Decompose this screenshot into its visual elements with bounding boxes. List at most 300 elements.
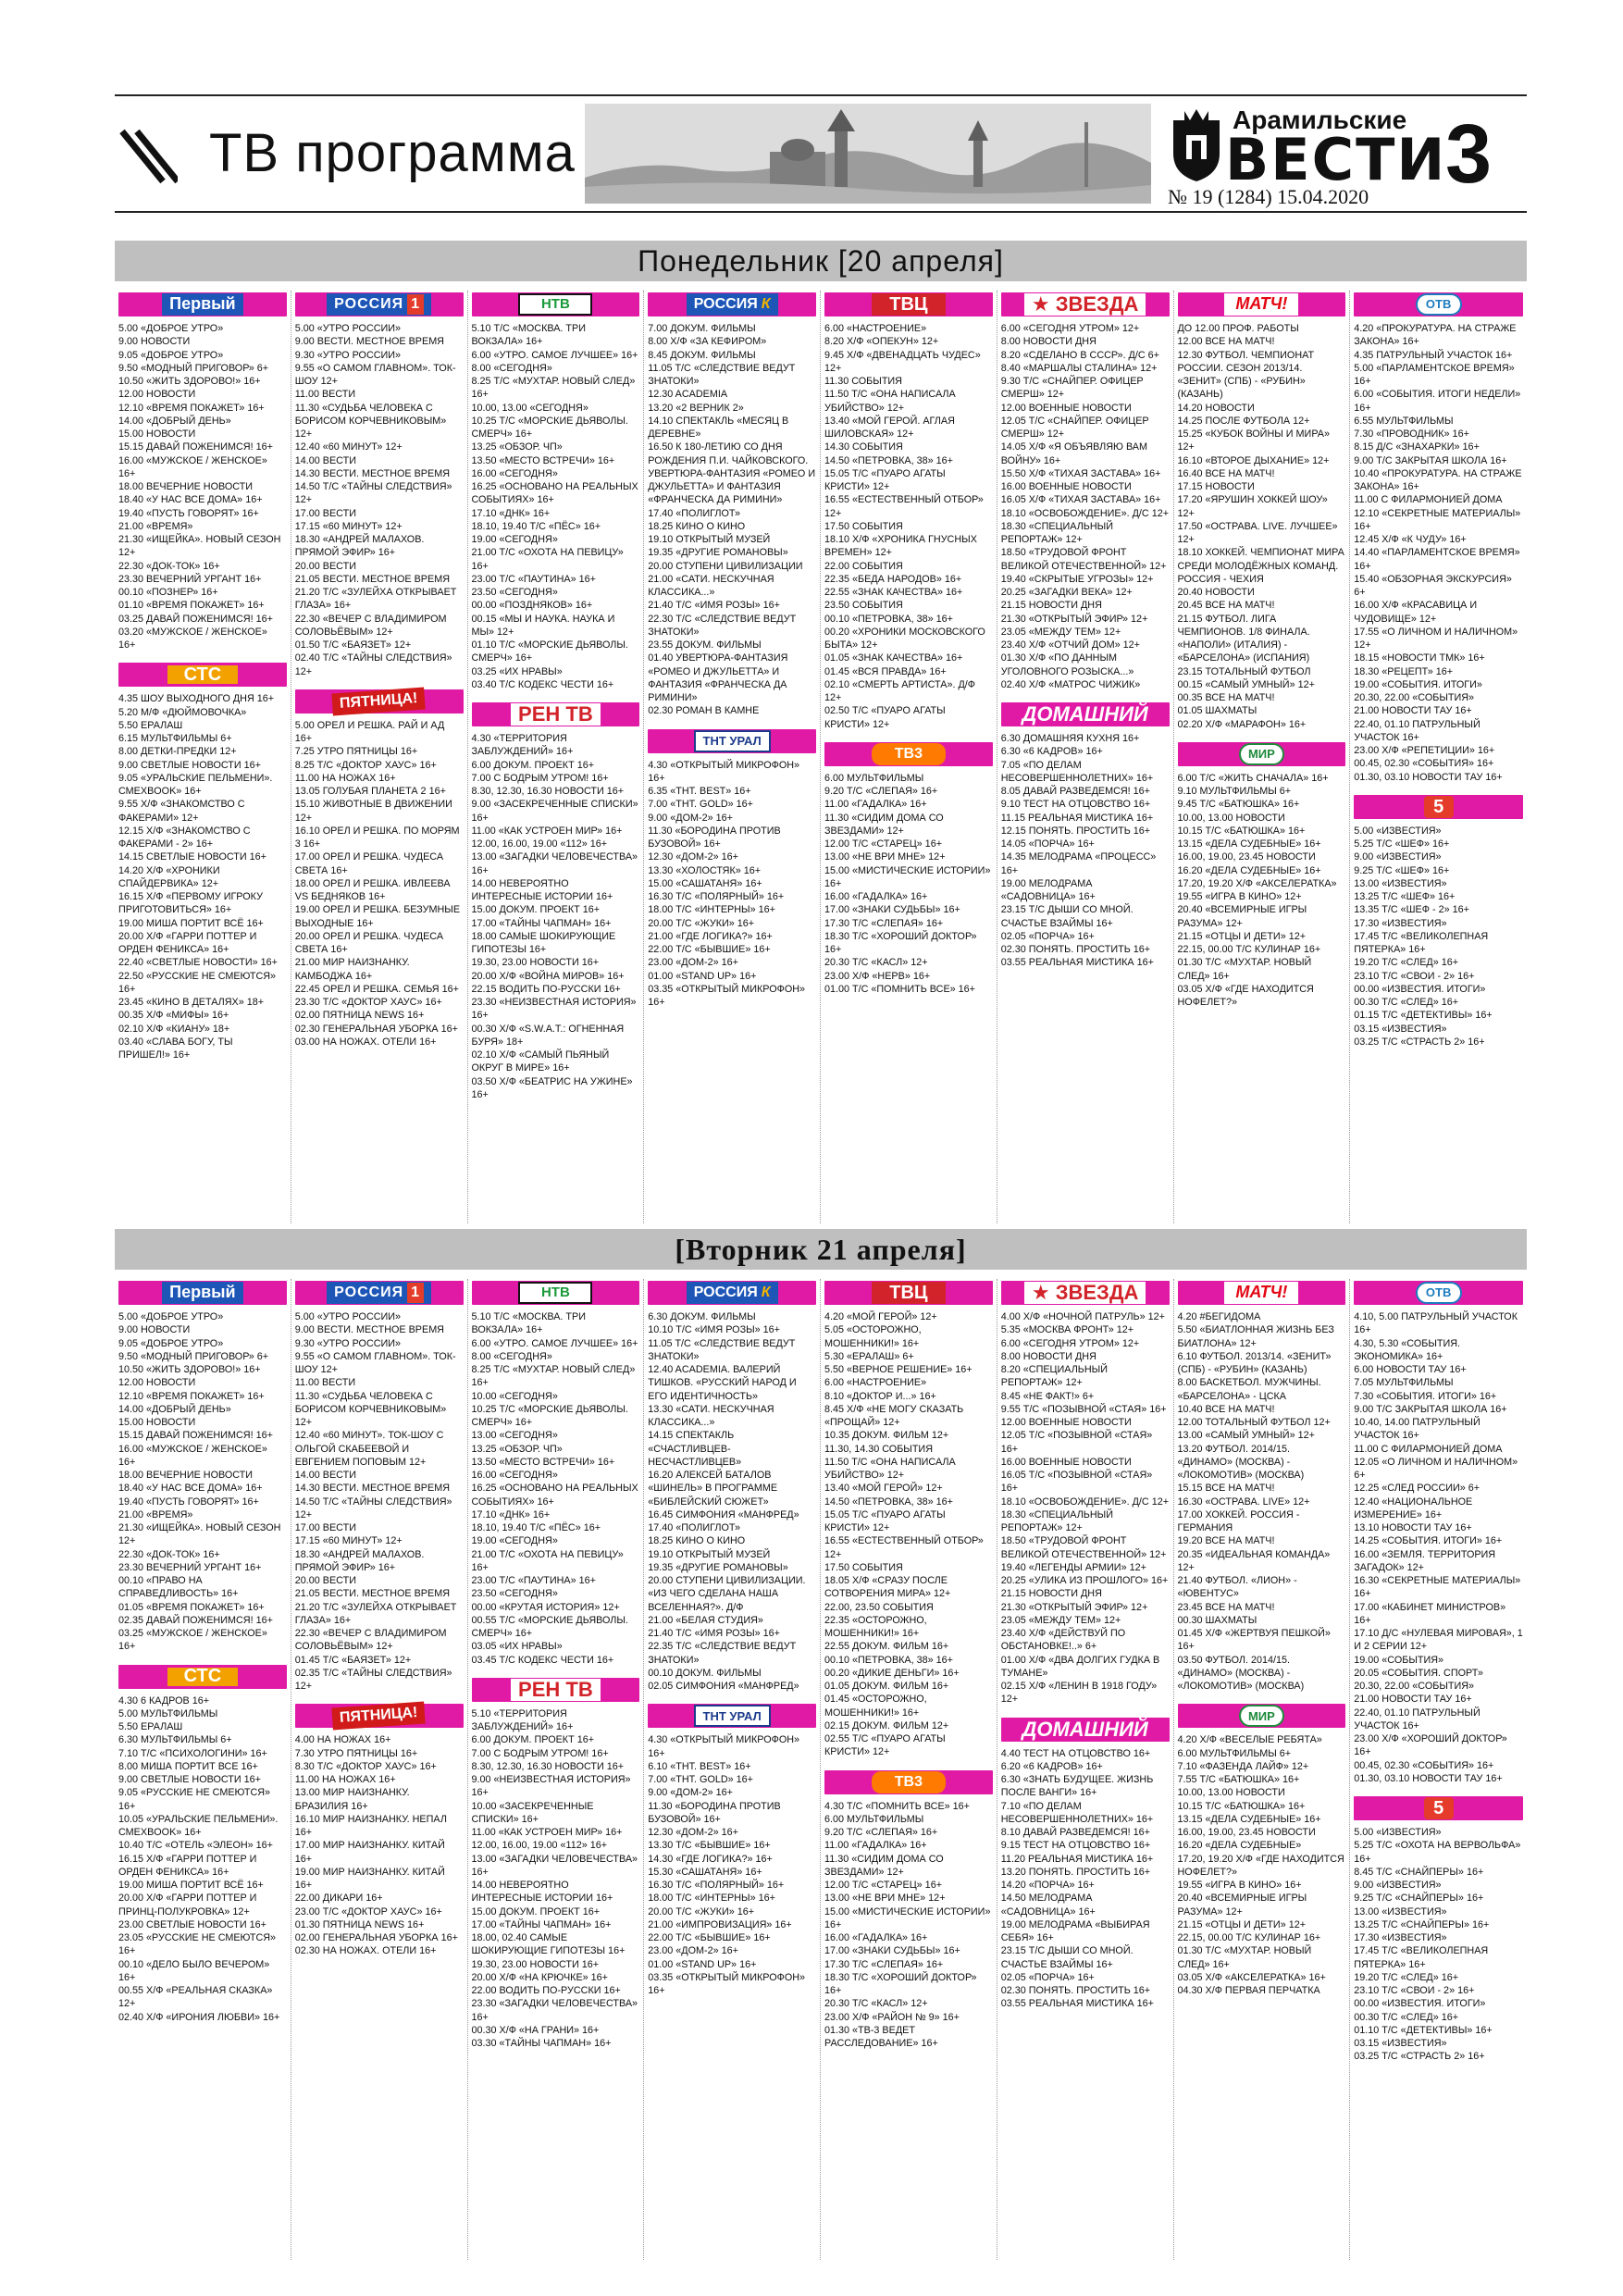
channel-logo-text: РОССИЯ [334, 1285, 404, 1301]
program-item: 00.55 Т/С «МОРСКИЕ ДЬЯВОЛЫ. СМЕРЧ» 16+ [471, 1614, 628, 1639]
channel-logo [162, 293, 242, 316]
schedule-column [291, 1279, 468, 2260]
program-item: 03.40 Т/С КОДЕКС ЧЕСТИ 16+ [471, 678, 614, 690]
program-item: 14.00 «ДОБРЫЙ ДЕНЬ» [118, 415, 231, 427]
program-item: 6.00 «СЕГОДНЯ УТРОМ» 12+ [1000, 323, 1140, 334]
channel-logo-text: ОТВ [1425, 297, 1452, 312]
issue-info: № 19 (1284) 15.04.2020 [1168, 185, 1369, 208]
program-item: 15.15 ВСЕ НА МАТЧ! [1177, 1483, 1275, 1495]
program-item: 01.30 «ТВ-3 ВЕДЕТ РАССЛЕДОВАНИЕ» 16+ [824, 2024, 938, 2049]
channel-logo [1014, 1719, 1155, 1741]
program-item: 12.00 ВОЕННЫЕ НОВОСТИ [1000, 402, 1132, 414]
program-list [1001, 1747, 1170, 2011]
program-item: 4.30 «ОТКРЫТЫЙ МИКРОФОН» 16+ [648, 759, 800, 784]
program-item: 8.30, 12.30, 16.30 НОВОСТИ 16+ [471, 786, 625, 797]
channel-logo [166, 664, 240, 686]
channel-logo [518, 1282, 592, 1304]
program-item: 14.15 СПЕКТАКЛЬ «СЧАСТЛИВЦЕВ-НЕСЧАСТЛИВЦЕВ» [648, 1430, 742, 1468]
program-item: 19.40 «СКРЫТЫЕ УГРОЗЫ» 12+ [1000, 573, 1154, 585]
coat-of-arms-icon [1168, 107, 1225, 183]
channel-logo-text: НТВ [540, 296, 570, 313]
program-item: 14.25 ПОСЛЕ ФУТБОЛА 12+ [1177, 415, 1310, 427]
program-item: 23.00 Т/С «ДОКТОР ХАУС» 16+ [294, 1905, 442, 1917]
program-item: 5.50 «ВЕРНОЕ РЕШЕНИЕ» 16+ [824, 1364, 973, 1375]
program-item: 14.00 НЕВЕРОЯТНО ИНТЕРЕСНЫЕ ИСТОРИИ 16+ [471, 877, 613, 902]
program-item: 22.30 «ДОК-ТОК» 16+ [118, 560, 220, 572]
program-item: 5.00 «ДОБРОЕ УТРО» [118, 323, 224, 334]
program-item: 13.05 ГОЛУБАЯ ПЛАНЕТА 2 16+ [294, 786, 446, 797]
program-item: 18.25 КИНО О КИНО [648, 1535, 746, 1547]
program-item: 5.00 «ИЗВЕСТИЯ» [1354, 1827, 1442, 1838]
program-item: 00.45, 02.30 «СОБЫТИЯ» 16+ [1354, 758, 1494, 770]
program-item: 18.50 «ТРУДОВОЙ ФРОНТ ВЕЛИКОЙ ОТЕЧЕСТВЕННОЙ» 12+ [1000, 547, 1167, 572]
program-item: 22.30 «ДОК-ТОК» 16+ [118, 1548, 220, 1560]
program-item: 19.40 «ПУСТЬ ГОВОРЯТ» 16+ [118, 507, 259, 519]
program-item: 19.00 МИША ПОРТИТ ВСЁ 16+ [118, 1880, 264, 1891]
program-item: 14.00 «ДОБРЫЙ ДЕНЬ» [118, 1403, 231, 1415]
channel-gap [1178, 731, 1346, 740]
program-item: 11.30 СОБЫТИЯ [824, 376, 902, 387]
program-item: 16.10 МИР НАИЗНАНКУ. НЕПАЛ 16+ [294, 1813, 447, 1838]
program-item: 03.55 РЕАЛЬНАЯ МИСТИКА 16+ [1000, 957, 1154, 969]
program-item: 14.50 «ПЕТРОВКА, 38» 16+ [824, 454, 953, 466]
program-item: 01.45 Х/Ф «ЖЕРТВУЯ ПЕШКОЙ» 16+ [1177, 1628, 1331, 1653]
channel-header [648, 1704, 816, 1728]
channel-logo [1024, 1282, 1146, 1304]
program-item: 10.00, 13.00 НОВОСТИ [1177, 1787, 1285, 1799]
program-list [1178, 772, 1346, 1010]
channel-header [118, 663, 287, 687]
schedule-column [821, 1279, 997, 2260]
program-item: 9.25 Т/С «СНАЙПЕРЫ» 16+ [1354, 1893, 1484, 1905]
program-item: 02.05 «ПОРЧА» 16+ [1000, 1971, 1095, 1983]
program-item: 13.25 «ОБЗОР. ЧП» [471, 441, 563, 453]
program-item: 00.55 Х/Ф «РЕАЛЬНАЯ СКАЗКА» 12+ [118, 1985, 273, 2010]
program-item: 01.10 Т/С «ДЕТЕКТИВЫ» 16+ [1354, 2024, 1493, 2036]
program-item: 9.00 Т/С ЗАКРЫТАЯ ШКОЛА 16+ [1354, 1403, 1507, 1415]
program-item: 19.00 МЕЛОДРАМА «САДОВНИЦА» 16+ [1000, 877, 1096, 902]
program-item: 20.35 «ИДЕАЛЬНАЯ КОМАНДА» 12+ [1177, 1548, 1331, 1573]
program-item: 16.30 Т/С «ПОЛЯРНЫЙ» 16+ [648, 891, 785, 902]
channel-logo-text: МИР [1247, 747, 1275, 762]
program-item: 11.05 Т/С «СЛЕДСТВИЕ ВЕДУТ ЗНАТОКИ» [648, 362, 796, 387]
channel-header [472, 702, 640, 726]
program-item: 7.00 ДОКУМ. ФИЛЬМЫ [648, 323, 756, 334]
program-item: 21.20 Т/С «ЗУЛЕЙХА ОТКРЫВАЕТ ГЛАЗА» 16+ [294, 587, 457, 612]
program-item: 00.00 «КРУТАЯ ИСТОРИЯ» 12+ [471, 1601, 620, 1613]
program-item: 16.20 «ДЕЛА СУДЕБНЫЕ» 16+ [1177, 864, 1321, 876]
program-item: 23.45 ВСЕ НА МАТЧ! [1177, 1601, 1275, 1613]
program-item: 01.10 Т/С «МОРСКИЕ ДЬЯВОЛЫ. СМЕРЧ» 16+ [471, 639, 628, 664]
program-item: 4.00 Х/Ф «НОЧНОЙ ПАТРУЛЬ» 12+ [1000, 1311, 1165, 1322]
channel-logo [687, 293, 778, 316]
program-item: 20.25 «ЗАГАДКИ ВЕКА» 12+ [1000, 587, 1133, 598]
channel-header [648, 292, 816, 316]
program-item: 21.20 Т/С «ЗУЛЕЙХА ОТКРЫВАЕТ ГЛАЗА» 16+ [294, 1601, 457, 1626]
program-item: 11.50 Т/С «ОНА НАПИСАЛА УБИЙСТВО» 12+ [824, 1456, 956, 1481]
channel-gap [472, 691, 640, 701]
program-item: 17.30 «ИЗВЕСТИЯ» [1354, 917, 1447, 929]
program-item: 4.30 «ОТКРЫТЫЙ МИКРОФОН» 16+ [648, 1734, 800, 1759]
program-item: 22.00 ДИКАРИ 16+ [294, 1893, 383, 1905]
program-item: 02.55 Т/С «ПУАРО АГАТЫ КРИСТИ» 12+ [824, 1733, 946, 1758]
program-item: 21.00 НОВОСТИ ТАУ 16+ [1354, 705, 1472, 717]
program-item: 20.00 Х/Ф «ГАРРИ ПОТТЕР И ОРДЕН ФЕНИКСА» 16+ [118, 930, 257, 955]
program-item: 03.25 Т/С «СТРАСТЬ 2» 16+ [1354, 2051, 1485, 2063]
program-item: 03.25 «ИХ НРАВЫ» [471, 665, 563, 677]
program-item: 23.00 Т/С «ПАУТИНА» 16+ [471, 1575, 596, 1586]
program-item: 20.00 Х/Ф «ВОЙНА МИРОВ» 16+ [471, 970, 625, 982]
program-list [824, 322, 993, 731]
channel-logo-text: РЕН ТВ [518, 702, 593, 726]
program-item: 10.25 Т/С «МОРСКИЕ ДЬЯВОЛЫ. СМЕРЧ» 16+ [471, 1403, 628, 1428]
program-item: 23.30 ВЕЧЕРНИЙ УРГАНТ 16+ [118, 1561, 262, 1573]
channel-header [1354, 1281, 1523, 1305]
program-item: 03.25 ДАВАЙ ПОЖЕНИМСЯ! 16+ [118, 613, 273, 625]
channel-logo-text: ТВЦ [889, 293, 928, 315]
program-list [118, 1310, 287, 1654]
channel-logo-text: ОТВ [1425, 1285, 1452, 1300]
program-item: 23.15 Т/С ДЫШИ СО МНОЙ. СЧАСТЬЕ ВЗАЙМЫ 16+ [1000, 1945, 1134, 1970]
program-item: 19.55 «ИГРА В КИНО» 16+ [1177, 1880, 1302, 1891]
program-item: 11.00 ВЕСТИ [294, 389, 356, 401]
header-rule-bottom [115, 211, 1527, 213]
program-item: 22.55 «ЗНАК КАЧЕСТВА» 16+ [824, 587, 963, 598]
program-item: 17.30 Т/С «СЛЕПАЯ» 16+ [824, 917, 944, 929]
program-item: 13.15 «ДЕЛА СУДЕБНЫЕ» 16+ [1177, 1813, 1321, 1825]
program-item: 21.30 «ОТКРЫТЫЙ ЭФИР» 12+ [1000, 613, 1148, 625]
program-item: 17.15 НОВОСТИ [1177, 481, 1255, 492]
channel-gap [295, 1693, 464, 1702]
program-item: 03.05 Х/Ф «АКСЕЛЕРАТКА» 16+ [1177, 1971, 1326, 1983]
program-item: 10.35 ДОКУМ. ФИЛЬМ 12+ [824, 1430, 949, 1442]
program-item: 13.25 Т/С «СНАЙПЕРЫ» 16+ [1354, 1918, 1490, 1930]
program-item: 6.20 «6 КАДРОВ» 16+ [1000, 1760, 1103, 1772]
channel-logo-text: СТС [183, 664, 222, 686]
channel-logo [694, 1705, 771, 1727]
program-item: 8.20 «СПЕЦИАЛЬНЫЙ РЕПОРТАЖ» 12+ [1000, 1364, 1108, 1389]
program-list [824, 1310, 993, 1759]
channel-logo [511, 703, 601, 726]
program-list [1178, 1310, 1346, 1693]
program-list [1178, 1733, 1346, 1997]
program-item: 5.30 «ЕРАЛАШ» 6+ [824, 1350, 914, 1362]
program-item: 11.15 РЕАЛЬНАЯ МИСТИКА 16+ [1000, 812, 1154, 824]
program-item: 00.10 «ПЕТРОВКА, 38» 16+ [824, 613, 953, 625]
program-item: 16.30 «ОСТРАВА. LIVE» 12+ [1177, 1496, 1310, 1508]
program-item: 6.00 ДОКУМ. ПРОЕКТ 16+ [471, 759, 595, 771]
program-item: 19.10 ОТКРЫТЫЙ МУЗЕЙ [648, 534, 771, 545]
program-item: 19.55 «ИГРА В КИНО» 12+ [1177, 891, 1302, 902]
program-item: 23.10 Т/С «СВОИ - 2» 16+ [1354, 1985, 1475, 1996]
program-item: 11.00 НА НОЖАХ 16+ [294, 1774, 396, 1785]
program-item: 7.00 С БОДРЫМ УТРОМ! 16+ [471, 772, 609, 784]
program-item: 13.25 «ОБЗОР. ЧП» [471, 1443, 563, 1455]
program-item: 8.00 МИША ПОРТИТ ВСЕ 16+ [118, 1760, 258, 1772]
channel-logo [1424, 796, 1454, 818]
program-item: 16.15 Х/Ф «ГАРРИ ПОТТЕР И ОРДЕН ФЕНИКСА» 16+ [118, 1853, 257, 1878]
program-item: 15.05 Т/С «ПУАРО АГАТЫ КРИСТИ» 12+ [824, 1508, 946, 1533]
channel-logo [1239, 1705, 1284, 1727]
channel-header [295, 1281, 464, 1305]
program-list [472, 1310, 640, 1667]
program-item: 7.00 «ТНТ. GOLD» 16+ [648, 799, 753, 811]
program-item: 00.10 ДОКУМ. ФИЛЬМЫ [648, 1667, 762, 1679]
program-item: 15.15 ДАВАЙ ПОЖЕНИМСЯ! 16+ [118, 441, 273, 453]
program-item: 22.15, 00.00 Т/С КУЛИНАР 16+ [1177, 1932, 1321, 1943]
channel-gap [824, 1759, 993, 1769]
program-item: 9.05 «ДОБРОЕ УТРО» [118, 1337, 224, 1349]
channel-logo [511, 1679, 601, 1701]
program-item: 5.00 «УТРО РОССИИ» [294, 323, 402, 334]
program-item: 12.45 Х/Ф «К ЧУДУ» 16+ [1354, 534, 1467, 545]
program-item: 8.10 ДАВАЙ РАЗВЕДЕМСЯ! 16+ [1000, 1827, 1150, 1838]
program-item: 14.30 «ГДЕ ЛОГИКА?» 16+ [648, 1853, 773, 1865]
program-item: 10.40 Т/С «ОТЕЛЬ «ЭЛЕОН» 16+ [118, 1840, 273, 1852]
program-item: 6.00 «УТРО. САМОЕ ЛУЧШЕЕ» 16+ [471, 1337, 638, 1349]
program-item: 14.20 Х/Ф «ХРОНИКИ СПАЙДЕРВИКА» 12+ [118, 864, 220, 889]
program-item: 8.25 Т/С «ДОКТОР ХАУС» 16+ [294, 759, 437, 771]
program-item: 9.20 Т/С «СЛЕПАЯ» 16+ [824, 786, 938, 797]
program-item: 23.00 Х/Ф «РАЙОН № 9» 16+ [824, 2011, 960, 2023]
program-item: 21.00 «САТИ. НЕСКУЧНАЯ КЛАССИКА...» [648, 573, 774, 598]
program-item: 9.00 «ДОМ-2» 16+ [648, 812, 733, 824]
program-item: 01.00 Т/С «ПОМНИТЬ ВСЕ» 16+ [824, 983, 975, 995]
program-item: 12.15 Х/Ф «ЗНАКОМСТВО С ФАКЕРАМИ - 2» 16+ [118, 825, 251, 850]
schedule-column [468, 1279, 645, 2260]
channel-header [118, 292, 287, 316]
program-item: 10.40, 14.00 ПАТРУЛЬНЫЙ УЧАСТОК 16+ [1354, 1417, 1481, 1442]
program-item: 23.50 СОБЫТИЯ [824, 600, 903, 612]
channel-logo-mark: К [761, 1285, 771, 1301]
program-item: 00.30 ШАХМАТЫ [1177, 1614, 1258, 1626]
program-item: 00.10 «ПРАВО НА СПРАВЕДЛИВОСТЬ» 16+ [118, 1575, 239, 1600]
program-item: 22.40, 01.10 ПАТРУЛЬНЫЙ УЧАСТОК 16+ [1354, 718, 1481, 743]
program-item: 23.40 Х/Ф «ДЕЙСТВУЙ ПО ОБСТАНОВКЕ!..» 6+ [1000, 1628, 1126, 1653]
program-item: 9.00 Т/С ЗАКРЫТАЯ ШКОЛА 16+ [1354, 454, 1507, 466]
schedule-column [644, 291, 821, 1223]
program-item: 00.15 «САМЫЙ УМНЫЙ» 12+ [1177, 678, 1315, 690]
program-item: 14.20 «ПОРЧА» 16+ [1000, 1880, 1095, 1891]
program-item: 20.00 Т/С «ЖУКИ» 16+ [648, 917, 755, 929]
program-item: 4.20 «ПРОКУРАТУРА. НА СТРАЖЕ ЗАКОНА» 16+ [1354, 323, 1517, 348]
program-item: 16.25 «ОСНОВАНО НА РЕАЛЬНЫХ СОБЫТИЯХ» 16+ [471, 481, 638, 506]
program-item: 12.00 Т/С «СТАРЕЦ» 16+ [824, 838, 943, 850]
program-item: 18.30 «СПЕЦИАЛЬНЫЙ РЕПОРТАЖ» 12+ [1000, 520, 1114, 545]
program-item: 14.50 Т/С «ТАЙНЫ СЛЕДСТВИЯ» 12+ [294, 1496, 452, 1520]
schedule-grid-tuesday [115, 1279, 1527, 2260]
program-item: 6.10 ФУТБОЛ. 2013/14. «ЗЕНИТ» (СПБ) - «РУБИН» (КАЗАНЬ) [1177, 1350, 1332, 1375]
channel-logo-text: НТВ [540, 1285, 570, 1301]
program-item: 03.35 «ОТКРЫТЫЙ МИКРОФОН» 16+ [648, 1971, 806, 1996]
program-item: 4.30 Т/С «ПОМНИТЬ ВСЕ» 16+ [824, 1800, 970, 1812]
program-item: 00.35 ВСЕ НА МАТЧ! [1177, 692, 1275, 703]
program-item: 03.50 ФУТБОЛ. 2014/15. «ДИНАМО» (МОСКВА) - «ЛОКОМОТИВ» (МОСКВА) [1177, 1654, 1305, 1692]
program-item: 9.00 ВЕСТИ. МЕСТНОЕ ВРЕМЯ [294, 336, 444, 348]
program-item: 19.00 МЕЛОДРАМА «ВЫБИРАЯ СЕБЯ» 16+ [1000, 1918, 1150, 1943]
program-item: 20.30 Т/С «КАСЛ» 12+ [824, 957, 928, 969]
program-item: 22.00 ВОДИТЬ ПО-РУССКИ 16+ [471, 1985, 621, 1996]
program-item: 12.30 «ДОМ-2» 16+ [648, 1827, 738, 1838]
program-item: 8.00 НОВОСТИ ДНЯ [1000, 336, 1096, 348]
program-item: 12.05 Т/С «СНАЙПЕР. ОФИЦЕР СМЕРШ» 12+ [1000, 415, 1149, 440]
program-item: 16.05 Х/Ф «ТИХАЯ ЗАСТАВА» 16+ [1000, 494, 1161, 506]
program-item: 5.00 «ИЗВЕСТИЯ» [1354, 825, 1442, 837]
program-item: 5.05 «ОСТОРОЖНО, МОШЕННИКИ!» 16+ [824, 1324, 922, 1349]
program-item: 6.30 «ЗНАТЬ БУДУЩЕЕ. ЖИЗНЬ ПОСЛЕ ВАНГИ» 16+ [1000, 1774, 1154, 1799]
program-item: 12.30 ФУТБОЛ. ЧЕМПИОНАТ РОССИИ. СЕЗОН 2013/14. «ЗЕНИТ» (СПБ) - «РУБИН» (КАЗАНЬ) [1177, 349, 1315, 401]
program-item: 02.10 Х/Ф «КИАНУ» 18+ [118, 1023, 230, 1035]
page-number: 3 [1445, 108, 1493, 201]
channel-gap [1001, 691, 1170, 701]
channel-logo-text: СТС [183, 1666, 222, 1687]
program-item: 13.50 «МЕСТО ВСТРЕЧИ» 16+ [471, 454, 615, 466]
program-item: 18.10, 19.40 Т/С «ПЁС» 16+ [471, 520, 601, 532]
program-list [472, 1707, 640, 2051]
program-item: 23.55 ДОКУМ. ФИЛЬМЫ [648, 639, 762, 651]
program-item: 19.00 МИША ПОРТИТ ВСЁ 16+ [118, 917, 264, 929]
program-item: 9.00 «ЗАСЕКРЕЧЕННЫЕ СПИСКИ» 16+ [471, 799, 638, 824]
program-item: 20.45 ВСЕ НА МАТЧ! [1177, 600, 1275, 612]
program-item: 18.00 Т/С «ИНТЕРНЫ» 16+ [648, 904, 775, 916]
program-item: 16.05 Т/С «ПОЗЫВНОЙ «СТАЯ» 16+ [1000, 1470, 1153, 1495]
channel-logo-text: ДОМАШНИЙ [1022, 702, 1148, 726]
program-item: 15.00 «САШАТАНЯ» 16+ [648, 877, 762, 889]
program-item: 6.00 «УТРО. САМОЕ ЛУЧШЕЕ» 16+ [471, 349, 638, 361]
program-item: 18.00 Т/С «ИНТЕРНЫ» 16+ [648, 1893, 775, 1905]
program-item: 01.05 «ВРЕМЯ ПОКАЖЕТ» 16+ [118, 1601, 265, 1613]
channel-header [472, 292, 640, 316]
channel-logo [1424, 1797, 1454, 1819]
program-item: 23.30 ВЕЧЕРНИЙ УРГАНТ 16+ [118, 573, 262, 585]
program-item: 9.45 Х/Ф «ДВЕНАДЦАТЬ ЧУДЕС» 12+ [824, 349, 981, 374]
program-item: 14.30 СОБЫТИЯ [824, 441, 903, 453]
program-item: 12.00 ВОЕННЫЕ НОВОСТИ [1000, 1417, 1132, 1428]
program-list [1354, 1826, 1523, 2064]
channel-logo [872, 743, 946, 765]
program-item: 21.00 НОВОСТИ ТАУ 16+ [1354, 1694, 1472, 1706]
program-item: 20.00 ВЕСТИ [294, 1575, 356, 1586]
program-item: 12.40 «60 МИНУТ». ТОК-ШОУ С ОЛЬГОЙ СКАБЕЕВОЙ И ЕВГЕНИЕМ ПОПОВЫМ 12+ [294, 1430, 444, 1468]
program-list [824, 1800, 993, 2051]
program-item: 14.20 НОВОСТИ [1177, 402, 1255, 414]
program-item: 12.40 ACADEMIA. ВАЛЕРИЙ ТИШКОВ. «РУССКИЙ НАРОД И ЕГО ИДЕНТИЧНОСТЬ» [648, 1364, 797, 1402]
program-item: 23.00 СВЕТЛЫЕ НОВОСТИ 16+ [118, 1918, 266, 1930]
program-item: 03.30 «ТАЙНЫ ЧАПМАН» 16+ [471, 2038, 612, 2049]
program-list [1354, 1310, 1523, 1785]
schedule-column [821, 291, 997, 1223]
channel-logo [1224, 1282, 1298, 1304]
program-item: 15.00 НОВОСТИ [118, 1417, 196, 1428]
program-item: 17.00 ХОККЕЙ. РОССИЯ - ГЕРМАНИЯ [1177, 1508, 1300, 1533]
program-item: 01.45 Т/С «БАЯЗЕТ» 12+ [294, 1654, 412, 1666]
program-item: 12.40 «60 МИНУТ» 12+ [294, 441, 403, 453]
program-item: 18.10 «ОСВОБОЖДЕНИЕ». Д/С 12+ [1000, 507, 1170, 519]
program-item: 13.25 Т/С «ШЕФ» 16+ [1354, 891, 1456, 902]
program-list [118, 1694, 287, 2024]
channel-logo-mark: 1 [407, 294, 424, 314]
program-item: 10.00, 13.00 «СЕГОДНЯ» [471, 402, 588, 414]
program-item: 10.50 «ЖИТЬ ЗДОРОВО!» 16+ [118, 1364, 261, 1375]
program-item: 19.00 «СЕГОДНЯ» [471, 1535, 558, 1547]
program-item: 17.00 ОРЕЛ И РЕШКА. ЧУДЕСА СВЕТА 16+ [294, 851, 444, 876]
program-item: 01.00 Х/Ф «ДВА ДОЛГИХ ГУДКА В ТУМАНЕ» [1000, 1654, 1160, 1679]
program-list [118, 322, 287, 652]
schedule-column [115, 1279, 291, 2260]
program-item: 9.55 Х/Ф «ЗНАКОМСТВО С ФАКЕРАМИ» 12+ [118, 799, 245, 824]
channel-logo [332, 687, 427, 715]
program-item: 19.30, 23.00 НОВОСТИ 16+ [471, 1958, 600, 1970]
program-item: 12.00 ВСЕ НА МАТЧ! [1177, 336, 1275, 348]
program-item: 11.30 «СУДЬБА ЧЕЛОВЕКА С БОРИСОМ КОРЧЕВНИКОВЫМ» 12+ [294, 402, 447, 440]
program-item: 18.30 «СПЕЦИАЛЬНЫЙ РЕПОРТАЖ» 12+ [1000, 1508, 1114, 1533]
program-item: 17.00 «ЗНАКИ СУДЬБЫ» 16+ [824, 1945, 960, 1957]
newspaper-logo-top: Арамильские [1233, 105, 1407, 134]
program-item: 8.30 Т/С «ДОКТОР ХАУС» 16+ [294, 1760, 437, 1772]
program-item: 14.50 МЕЛОДРАМА «САДОВНИЦА» 16+ [1000, 1893, 1096, 1917]
channel-gap [1354, 784, 1523, 793]
program-item: 10.00 «СЕГОДНЯ» [471, 1390, 558, 1402]
program-item: 20.30 Т/С «КАСЛ» 12+ [824, 1998, 928, 2010]
channel-logo [332, 1702, 427, 1731]
program-item: 4.00 НА НОЖАХ 16+ [294, 1734, 391, 1746]
program-item: 02.05 «ПОРЧА» 16+ [1000, 930, 1095, 942]
channel-header [648, 1281, 816, 1305]
program-item: 13.30 Т/С «БЫВШИЕ» 16+ [648, 1840, 771, 1852]
program-item: 12.30 ACADEMIA [648, 389, 728, 401]
program-list [472, 322, 640, 691]
program-item: 6.00 МУЛЬТФИЛЬМЫ [824, 772, 924, 784]
program-item: 20.25 «УЛИКА ИЗ ПРОШЛОГО» 16+ [1000, 1575, 1169, 1586]
program-item: 02.05 СИМФОНИЯ «МАНФРЕД» [648, 1681, 799, 1692]
program-item: 11.30 «СИДИМ ДОМА СО ЗВЕЗДАМИ» 12+ [824, 1853, 944, 1878]
program-item: 20.00 ОРЕЛ И РЕШКА. ЧУДЕСА СВЕТА 16+ [294, 930, 444, 955]
program-item: 00.30 Х/Ф «S.W.A.T.: ОГНЕННАЯ БУРЯ» 18+ [471, 1023, 625, 1048]
program-item: 01.30, 03.10 НОВОСТИ ТАУ 16+ [1354, 1772, 1503, 1784]
program-item: 9.00 «ДОМ-2» 16+ [648, 1787, 733, 1799]
schedule-column [1174, 291, 1351, 1223]
day-banner-tuesday [115, 1229, 1527, 1270]
program-item: 21.00 «ГДЕ ЛОГИКА?» 16+ [648, 930, 773, 942]
program-item: 11.30 «БОРОДИНА ПРОТИВ БУЗОВОЙ» 16+ [648, 825, 781, 850]
program-list [472, 732, 640, 1101]
program-item: 02.35 ДАВАЙ ПОЖЕНИМСЯ! 16+ [118, 1614, 273, 1626]
program-item: 18.10 ХОККЕЙ. ЧЕМПИОНАТ МИРА СРЕДИ МОЛОДЁЖНЫХ КОМАНД. РОССИЯ - ЧЕХИЯ [1177, 547, 1344, 585]
program-item: 8.45 «НЕ ФАКТ!» 6+ [1000, 1390, 1095, 1402]
program-item: 01.30 ПЯТНИЦА NEWS 16+ [294, 1918, 425, 1930]
program-item: 17.45 Т/С «ВЕЛИКОЛЕПНАЯ ПЯТЕРКА» 16+ [1354, 1945, 1489, 1970]
program-item: 10.25 Т/С «МОРСКИЕ ДЬЯВОЛЫ. СМЕРЧ» 16+ [471, 415, 628, 440]
program-item: 7.05 МУЛЬТФИЛЬМЫ [1354, 1377, 1454, 1389]
program-item: 22.00 Т/С «БЫВШИЕ» 16+ [648, 1932, 771, 1943]
program-item: 19.40 «ПУСТЬ ГОВОРЯТ» 16+ [118, 1496, 259, 1508]
program-item: 03.35 «ОТКРЫТЫЙ МИКРОФОН» 16+ [648, 983, 806, 1008]
program-item: 6.00 НОВОСТИ ТАУ 16+ [1354, 1364, 1467, 1375]
program-item: 02.35 Т/С «ТАЙНЫ СЛЕДСТВИЯ» 12+ [294, 1667, 452, 1692]
program-item: 13.40 «МОЙ ГЕРОЙ. АГЛАЯ ШИЛОВСКАЯ» 12+ [824, 415, 955, 440]
program-item: 20.00 Х/Ф «ГАРРИ ПОТТЕР И ПРИНЦ-ПОЛУКРОВКА» 12+ [118, 1893, 257, 1917]
program-item: 23.00 «ДОМ-2» 16+ [648, 1945, 738, 1957]
channel-header [295, 1704, 464, 1728]
channel-logo [872, 1771, 946, 1793]
program-item: 22.15, 00.00 Т/С КУЛИНАР 16+ [1177, 944, 1321, 955]
program-item: 6.30 МУЛЬТФИЛЬМЫ 6+ [118, 1734, 232, 1746]
program-item: 18.30 Т/С «ХОРОШИЙ ДОКТОР» 16+ [824, 1971, 977, 1996]
channel-logo-text: ТВЦ [889, 1282, 928, 1303]
program-item: 9.15 ТЕСТ НА ОТЦОВСТВО 16+ [1000, 1840, 1151, 1852]
program-item: 5.20 М/Ф «ДЮЙМОВОЧКА» [118, 706, 247, 718]
program-item: 22.45 ОРЕЛ И РЕШКА. СЕМЬЯ 16+ [294, 983, 459, 995]
